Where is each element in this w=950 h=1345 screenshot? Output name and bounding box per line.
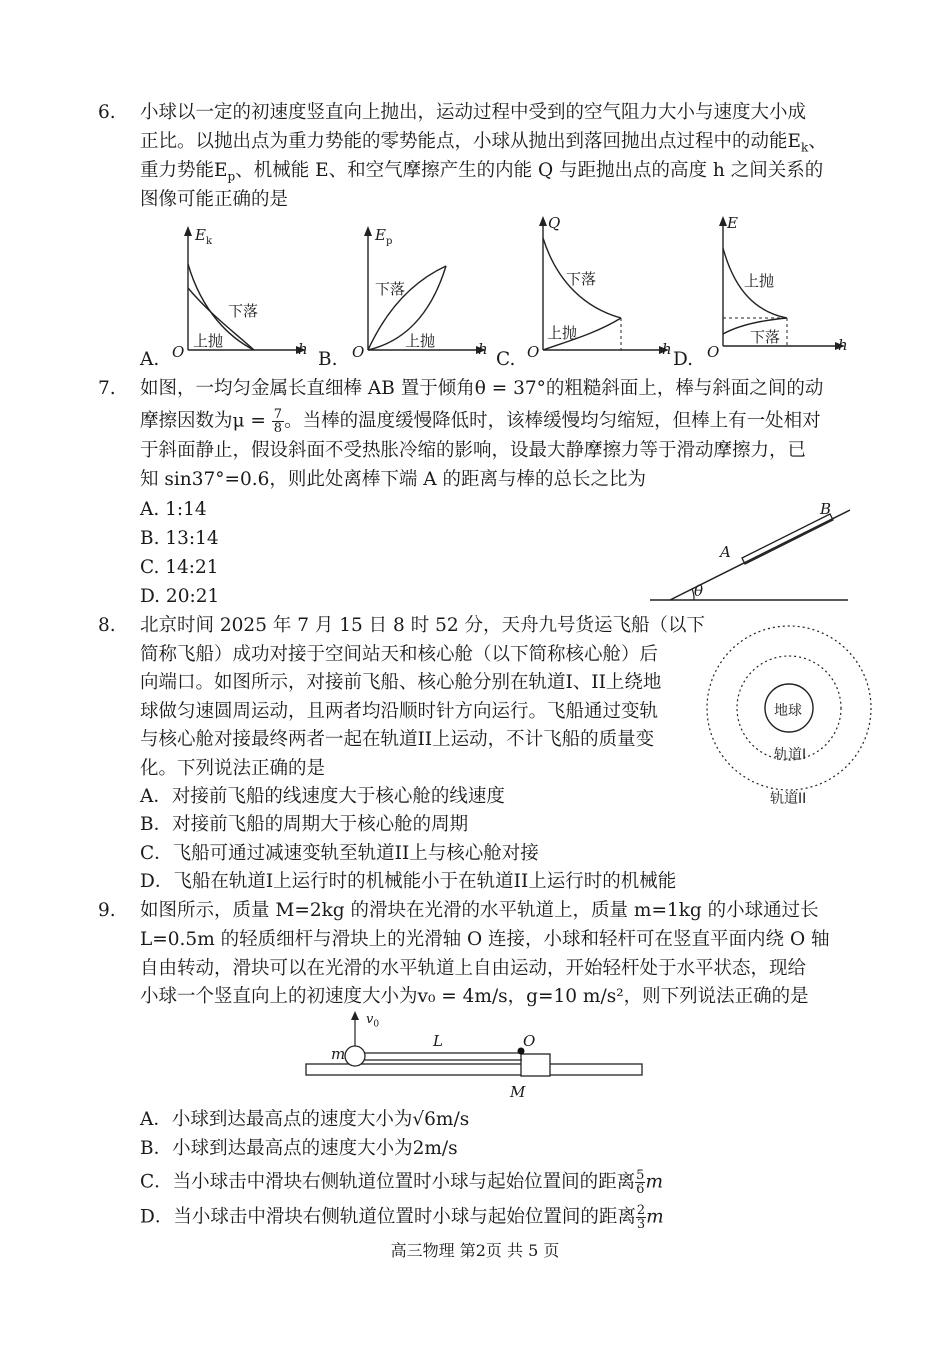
q6-line-3-text: 重力势能E [140,160,228,181]
q6-option-a: A. [140,349,160,370]
q6d-y-arrow [719,216,727,226]
q8-orbit1-label: 轨道I [774,747,807,763]
q8-option-a: A．对接前飞船的线速度大于核心舱的线速度 [140,786,505,807]
q8-line-5: 与核心舱对接最终两者一起在轨道II上运动，不计飞船的质量变 [140,729,655,750]
q8-line-3: 向端口。如图所示，对接前飞船、核心舱分别在轨道I、II上绕地 [140,672,662,693]
q7-line-2-pre: 摩擦因数为μ = [140,410,272,432]
q6b-down-label: 下落 [375,280,406,298]
q9-line-3: 自由转动，滑块可以在光滑的水平轨道上自由运动，开始轻杆处于水平状态，现给 [140,958,807,979]
q8-orbit2-label: 轨道II [770,791,807,807]
q7-line-2-post: 。当棒的温度缓慢降低时，该棒缓慢均匀缩短，但棒上有一处相对 [284,410,821,432]
q6c-down-label: 下落 [566,270,597,288]
q9-v0-arrowhead [351,1011,359,1020]
q7-option-b: B. 13:14 [140,528,219,549]
q6-option-d: D. [673,349,694,370]
q6d-x-label: h [838,336,848,354]
q6a-up-label: 上抛 [193,332,224,350]
q7-label-theta: θ [694,582,704,600]
q6a-y-arrow [184,226,192,236]
q6-line-2 [140,130,827,160]
q9-option-d [140,1204,664,1231]
q9-option-d-unit: m [646,1206,664,1228]
q6b-y-arrow [364,226,372,236]
q9-line-2: L=0.5m 的轻质细杆与滑块上的光滑轴 O 连接，小球和轻杆可在竖直平面内绕 O 轴 [140,929,830,950]
q8-option-d: D．飞船在轨道I上运行时的机械能小于在轨道II上运行时的机械能 [140,871,677,892]
q6d-down-label: 下落 [750,328,781,346]
q9-option-b: B．小球到达最高点的速度大小为2m/s [140,1138,458,1159]
q6a-y-label: $E_k$ [195,226,213,247]
q8-option-b: B．对接前飞船的周期大于核心舱的周期 [140,814,469,835]
q6b-x-label: h [478,340,488,358]
q8-earth-label: 地球 [774,703,802,719]
q6-line-4: 图像可能正确的是 [140,189,289,210]
q6c-y-arrow [539,216,547,226]
q6d-y-label: E [727,214,738,232]
q6d-up-label: 上抛 [744,272,775,290]
q9-m-label: m [331,1045,346,1063]
q6-line-2-sub: k [801,140,809,155]
q9-mass-m-label: M [510,1083,526,1101]
q7-label-b: B [820,500,832,518]
q6-line-2-text: 正比。以抛出点为重力势能的零势能点，小球从抛出到落回抛出点过程中的动能E [140,131,802,152]
q6d-origin: O [707,343,720,361]
q9-option-c [140,1169,663,1196]
q8-line-2: 简称飞船）成功对接于空间站天和核心舱（以下简称核心舱）后 [140,644,659,665]
q7-option-c: C. 14:21 [140,557,219,578]
q7-option-a: A. 1:14 [140,499,207,520]
q7-number: 7. [98,378,116,399]
q9-option-c-unit: m [645,1171,663,1193]
q8-number: 8. [98,615,116,636]
q6b-y-label: $E_p$ [375,226,393,247]
q6c-x-label: h [662,340,672,358]
q7-mu-fraction: $\frac{7}{8}$ [273,407,283,436]
q7-option-d: D. 20:21 [140,586,220,607]
q6a-x-label: h [298,340,308,358]
q6-line-1: 小球以一定的初速度竖直向上抛出，运动过程中受到的空气阻力大小与速度大小成 [140,102,807,123]
q8-option-c: C．飞船可通过减速变轨至轨道II上与核心舱对接 [140,843,539,864]
q9-option-d-fraction: $\frac{2}{3}$ [636,1203,646,1232]
q7-label-a: A [720,543,731,561]
q6-line-3-tail: 、机械能 E、和空气摩擦产生的内能 Q 与距抛出点的高度 h 之间关系的 [235,160,824,181]
q9-o-label: O [523,1032,536,1050]
q7-line-4: 知 sin37°=0.6，则此处离棒下端 A 的距离与棒的总长之比为 [140,469,647,490]
q6-line-2-tail: 、 [808,131,827,152]
q6a-down-label: 下落 [228,302,259,320]
q6-option-b: B. [318,349,338,370]
q7-line-2 [140,408,821,435]
q6b-up-label: 上抛 [405,332,436,350]
q8-line-1: 北京时间 2025 年 7 月 15 日 8 时 52 分，天舟九号货运飞船（以下 [140,615,706,636]
q6-option-c: C. [496,349,516,370]
q9-option-d-text: D．当小球击中滑块右侧轨道位置时小球与起始位置间的距离 [140,1206,636,1228]
q6c-up-label: 上抛 [547,324,578,342]
q7-line-3: 于斜面静止，假设斜面不受热胀冷缩的影响，设最大静摩擦力等于滑动摩擦力，已 [140,440,807,461]
q9-ball [345,1046,365,1066]
q9-option-c-text: C．当小球击中滑块右侧轨道位置时小球与起始位置间的距离 [140,1171,636,1193]
q6c-origin: O [527,343,540,361]
q8-line-6: 化。下列说法正确的是 [140,758,326,779]
q6-line-3-sub: p [227,169,236,184]
q9-option-c-fraction: $\frac{5}{6}$ [636,1168,645,1197]
q6a-origin: O [172,343,185,361]
q7-line-1: 如图，一均匀金属长直细棒 AB 置于倾角θ = 37°的粗糙斜面上，棒与斜面之间的动 [140,378,824,399]
q6b-origin: O [352,343,365,361]
q9-option-a: A．小球到达最高点的速度大小为√6m/s [140,1109,470,1130]
q6c-y-label: Q [548,214,561,232]
q9-l-label: L [433,1032,443,1050]
q9-number: 9. [98,900,116,921]
q9-slider-figure [300,1010,650,1100]
page-footer: 高三物理 第2页 共 5 页 [390,1241,560,1260]
q9-line-4: 小球一个竖直向上的初速度大小为v₀ = 4m/s，g=10 m/s²，则下列说法正确的是 [140,986,809,1007]
q6-line-3 [140,159,823,189]
q9-line-1: 如图所示，质量 M=2kg 的滑块在光滑的水平轨道上，质量 m=1kg 的小球通过长 [140,900,819,921]
q9-v0-label: $v_0$ [366,1012,380,1030]
q9-slider-block [521,1054,550,1076]
q8-line-4: 球做匀速圆周运动，且两者均沿顺时针方向运行。飞船通过变轨 [140,701,659,722]
q6-number: 6. [98,102,116,123]
